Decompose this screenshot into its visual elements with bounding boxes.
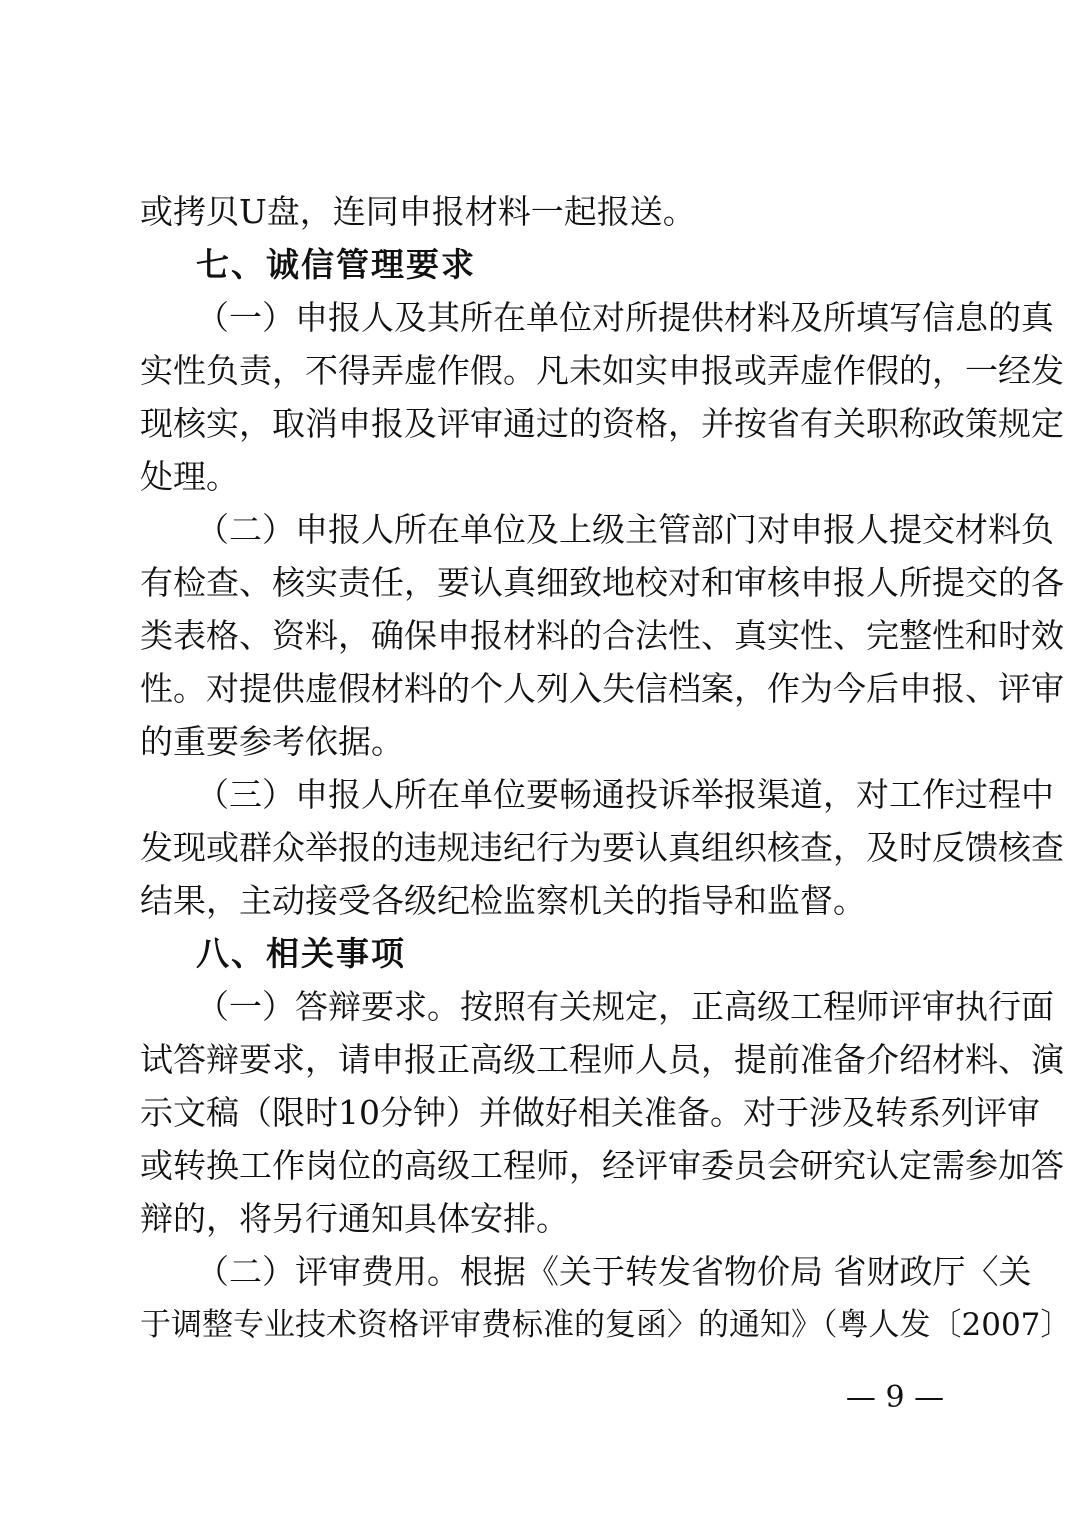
paragraph-3-line-2: 发现或群众举报的违规违纪行为要认真组织核查，及时反馈核查 bbox=[140, 828, 1064, 867]
paragraph-1-line-2: 实性负责，不得弄虚作假。凡未如实申报或弄虚作假的，一经发 bbox=[140, 351, 1064, 390]
paragraph-5-line-2: 于调整专业技术资格评审费标准的复函〉的通知》（粤人发〔2007〕 bbox=[140, 1307, 1072, 1343]
paragraph-2-line-2: 有检查、核实责任，要认真细致地校对和审核申报人所提交的各 bbox=[140, 563, 1064, 602]
paragraph-4-line-4: 或转换工作岗位的高级工程师，经评审委员会研究认定需参加答 bbox=[140, 1146, 1064, 1185]
paragraph-2-line-4: 性。对提供虚假材料的个人列入失信档案，作为今后申报、评审 bbox=[140, 669, 1064, 708]
paragraph-4-line-1: （一）答辩要求。按照有关规定，正高级工程师评审执行面 bbox=[196, 987, 1054, 1026]
paragraph-3-line-3: 结果，主动接受各级纪检监察机关的指导和监督。 bbox=[140, 881, 866, 920]
paragraph-2-line-5: 的重要参考依据。 bbox=[140, 722, 404, 761]
continuation-line: 或拷贝U盘，连同申报材料一起报送。 bbox=[140, 192, 696, 231]
paragraph-2-line-3: 类表格、资料，确保申报材料的合法性、真实性、完整性和时效 bbox=[140, 616, 1064, 655]
paragraph-4-line-3: 示文稿（限时10分钟）并做好相关准备。对于涉及转系列评审 bbox=[140, 1093, 1040, 1132]
paragraph-4-line-2: 试答辩要求，请申报正高级工程师人员，提前准备介绍材料、演 bbox=[140, 1040, 1064, 1079]
section-heading-integrity: 七、诚信管理要求 bbox=[196, 245, 476, 284]
paragraph-1-line-1: （一）申报人及其所在单位对所提供材料及所填写信息的真 bbox=[196, 298, 1054, 337]
paragraph-5-line-1: （二）评审费用。根据《关于转发省物价局 省财政厅〈关 bbox=[196, 1252, 1032, 1291]
paragraph-2-line-1: （二）申报人所在单位及上级主管部门对申报人提交材料负 bbox=[196, 510, 1054, 549]
section-heading-related-matters: 八、相关事项 bbox=[196, 934, 406, 973]
paragraph-1-line-4: 处理。 bbox=[140, 457, 239, 496]
page-number: — 9 — bbox=[845, 1380, 945, 1415]
paragraph-1-line-3: 现核实，取消申报及评审通过的资格，并按省有关职称政策规定 bbox=[140, 404, 1064, 443]
paragraph-3-line-1: （三）申报人所在单位要畅通投诉举报渠道，对工作过程中 bbox=[196, 775, 1054, 814]
paragraph-4-line-5: 辩的，将另行通知具体安排。 bbox=[140, 1199, 569, 1238]
